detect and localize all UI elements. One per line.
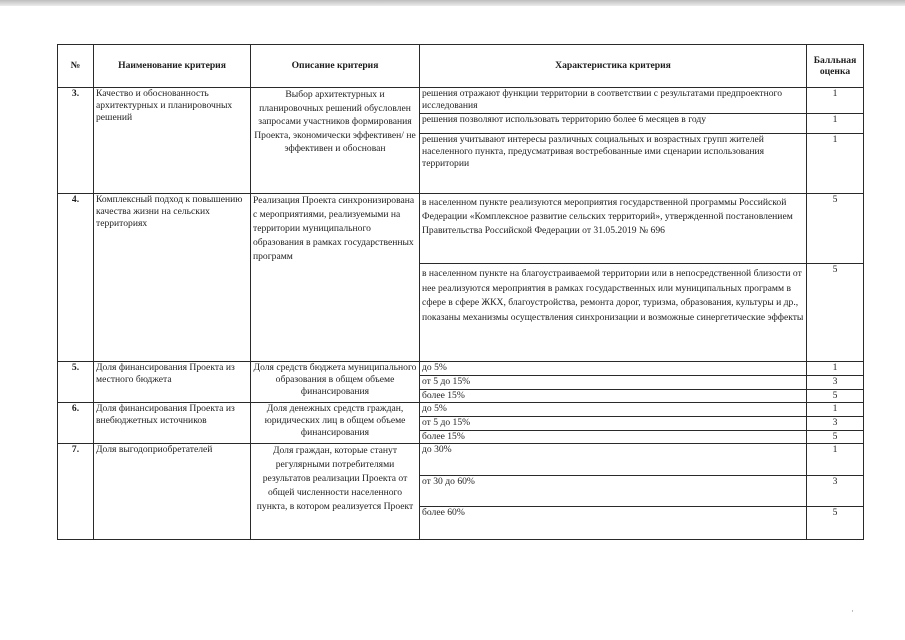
criterion-name: Доля финансирования Проекта из внебюджетных источников <box>94 403 251 444</box>
scan-speck: · <box>851 606 854 616</box>
characteristic-cell: от 30 до 60% <box>420 476 807 507</box>
score-cell: 3 <box>807 417 864 431</box>
header-criterion-name: Наименование критерия <box>94 45 251 88</box>
header-criterion-characteristic: Характеристика критерия <box>420 45 807 88</box>
characteristic-cell: до 30% <box>420 444 807 476</box>
table-row <box>58 194 864 264</box>
characteristic-cell: в населенном пункте на благоустраиваемой территории или в непосредственной близости от нее реализуются мероприятия в рамках государственных или муниципальных программ в сфере в сфере ЖКХ, благоустройства, ремонта дорог, туризма, образования, культуры и др., показаны механизмы осуществления синхронизации и возможные синергетические эффекты <box>420 264 807 362</box>
header-number: № <box>58 45 94 88</box>
criterion-name: Комплексный подход к повышению качества жизни на сельских территориях <box>94 194 251 362</box>
criterion-description: Реализация Проекта синхронизирована с мероприятиями, реализуемыми на территории муниципального образования в рамках государственных программ <box>251 194 420 362</box>
criterion-description: Доля средств бюджета муниципального образования в общем объеме финансирования <box>251 362 420 403</box>
score-cell: 1 <box>807 114 864 134</box>
score-cell: 5 <box>807 507 864 540</box>
score-cell: 1 <box>807 362 864 376</box>
characteristic-cell: более 60% <box>420 507 807 540</box>
score-cell: 5 <box>807 194 864 264</box>
criterion-description: Доля граждан, которые станут регулярными потребителями результатов реализации Проекта от общей численности населенного пункта, в котором реализуется Проект <box>251 444 420 540</box>
characteristic-cell: до 5% <box>420 362 807 376</box>
score-cell: 5 <box>807 431 864 444</box>
criterion-name: Доля финансирования Проекта из местного бюджета <box>94 362 251 403</box>
header-score: Балльная оценка <box>807 45 864 88</box>
characteristic-cell: решения учитывают интересы различных социальных и возрастных групп жителей населенного пункта, предусматривая востребованные ими сценарии использования территории <box>420 134 807 194</box>
table-row <box>58 444 864 476</box>
characteristic-cell: от 5 до 15% <box>420 417 807 431</box>
header-criterion-description: Описание критерия <box>251 45 420 88</box>
score-cell: 5 <box>807 390 864 403</box>
criterion-name: Качество и обоснованность архитектурных и планировочных решений <box>94 88 251 194</box>
score-cell: 5 <box>807 264 864 362</box>
criteria-table <box>57 44 864 540</box>
row-number: 5. <box>58 362 94 403</box>
row-number: 7. <box>58 444 94 540</box>
score-cell: 1 <box>807 88 864 114</box>
score-cell: 1 <box>807 134 864 194</box>
row-number: 4. <box>58 194 94 362</box>
table-row <box>58 88 864 114</box>
characteristic-cell: решения отражают функции территории в соответствии с результатами предпроектного исследования <box>420 88 807 114</box>
table-row <box>58 362 864 376</box>
score-cell: 3 <box>807 476 864 507</box>
characteristic-cell: более 15% <box>420 390 807 403</box>
row-number: 6. <box>58 403 94 444</box>
row-number: 3. <box>58 88 94 194</box>
criterion-name: Доля выгодоприобретателей <box>94 444 251 540</box>
characteristic-cell: до 5% <box>420 403 807 417</box>
score-cell: 1 <box>807 403 864 417</box>
criterion-description: Доля денежных средств граждан, юридических лиц в общем объеме финансирования <box>251 403 420 444</box>
characteristic-cell: в населенном пункте реализуются мероприятия государственной программы Российской Федерации «Комплексное развитие сельских территорий», утвержденной постановлением Правительства Российской Федерации от 31.05.2019 № 696 <box>420 194 807 264</box>
score-cell: 1 <box>807 444 864 476</box>
characteristic-cell: решения позволяют использовать территорию более 6 месяцев в году <box>420 114 807 134</box>
characteristic-cell: от 5 до 15% <box>420 376 807 390</box>
characteristic-cell: более 15% <box>420 431 807 444</box>
criterion-description: Выбор архитектурных и планировочных решений обусловлен запросами участников формирования Проекта, экономически эффективен/ не эффективен и обоснован <box>251 88 420 194</box>
table-row <box>58 403 864 417</box>
table-header-row <box>58 45 864 88</box>
score-cell: 3 <box>807 376 864 390</box>
scan-edge <box>0 0 905 6</box>
